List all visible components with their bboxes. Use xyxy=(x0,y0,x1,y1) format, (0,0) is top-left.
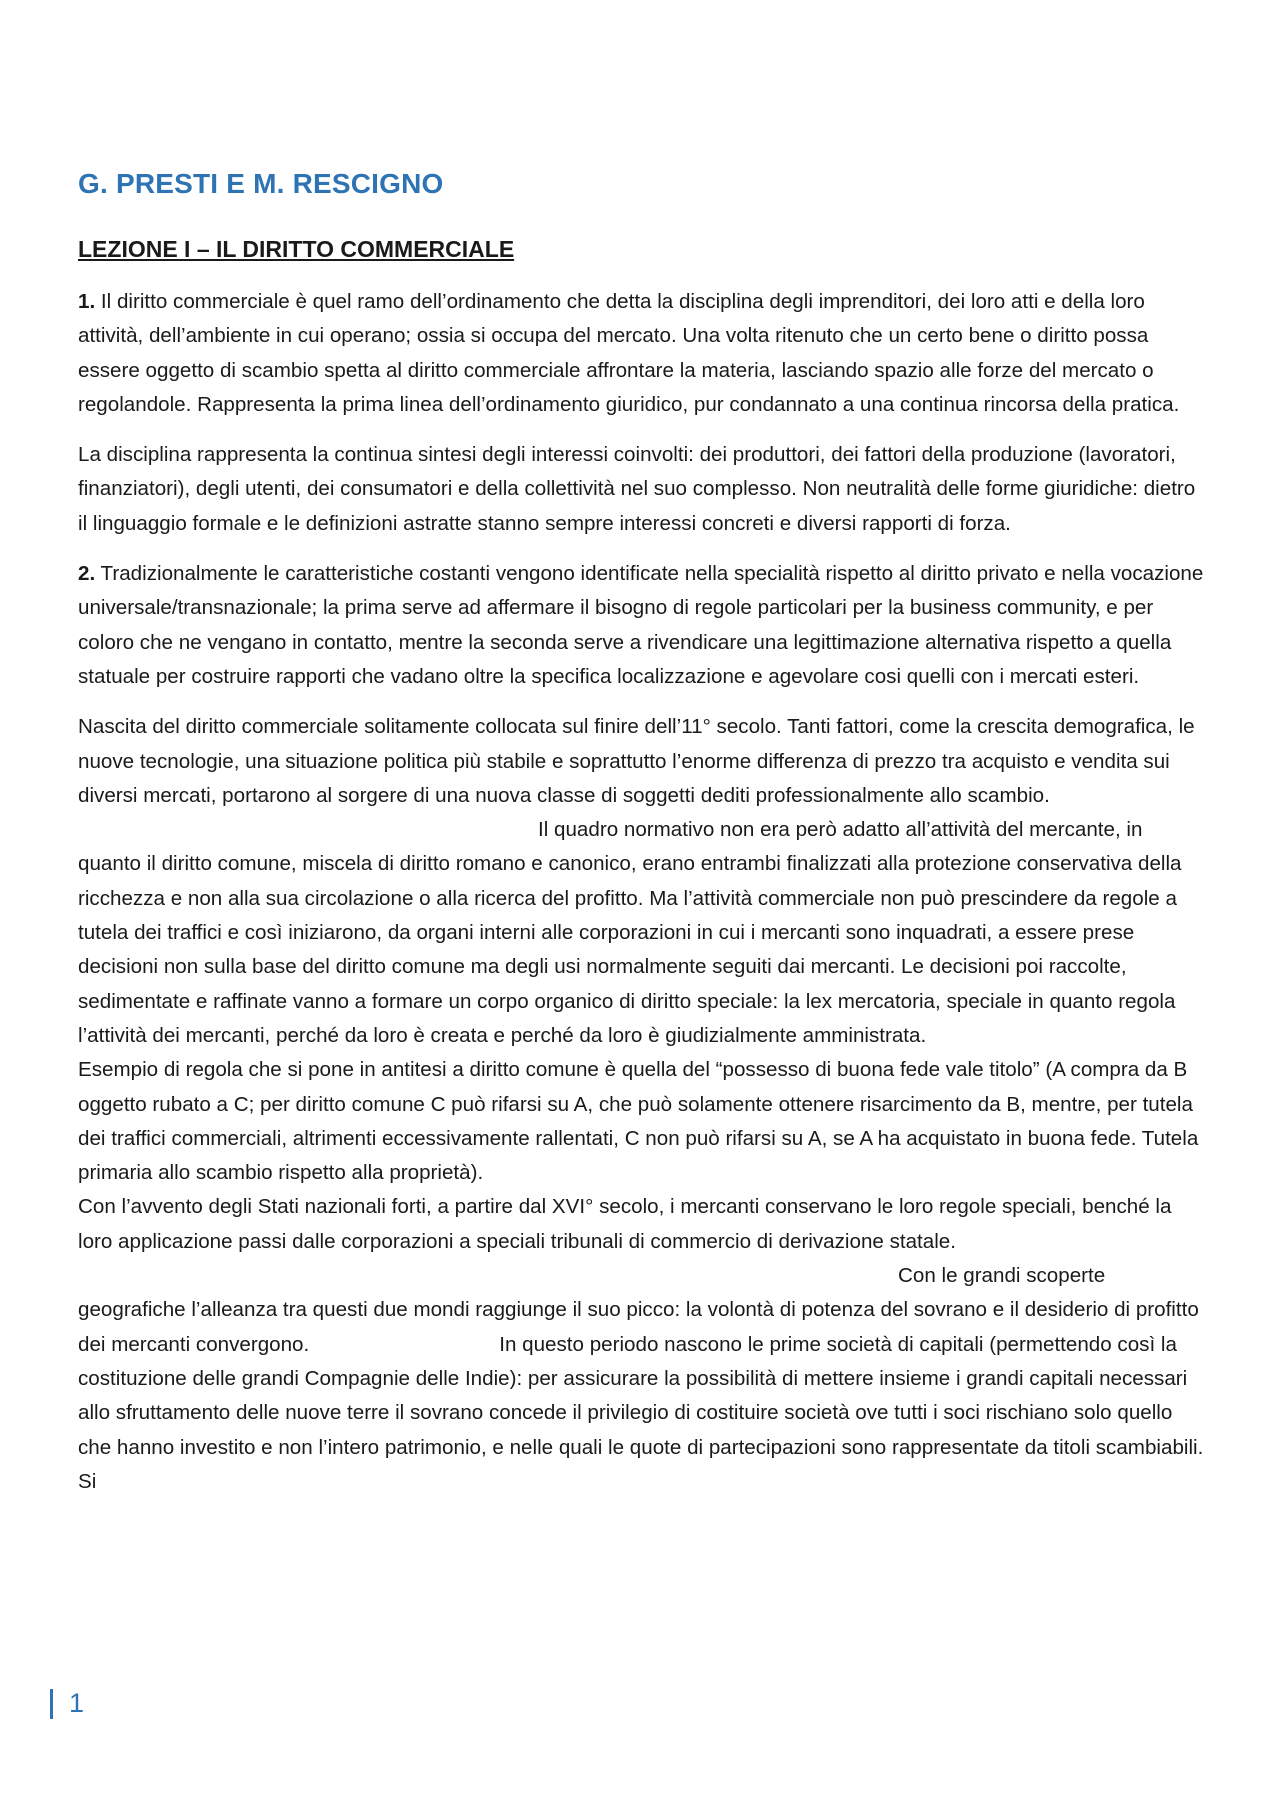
page-footer xyxy=(50,1688,84,1719)
section-1-text: Il diritto commerciale è quel ramo dell’ordinamento che detta la disciplina degli imprenditori, dei loro atti e della loro attività, dell’ambiente in cui operano; ossia si occupa del mercato. Una volta ritenuto che un certo bene o diritto possa essere oggetto di scambio spetta al diritto commerciale affrontare la materia, lasciando spazio alle forze del mercato o regolandole. Rappresenta la prima linea dell’ordinamento giuridico, pur condannato a una continua rincorsa della pratica. xyxy=(78,290,1180,416)
footer-accent-bar xyxy=(50,1689,53,1719)
paragraph-interests: La disciplina rappresenta la continua sintesi degli interessi coinvolti: dei produttori, dei fattori della produzione (lavoratori, finanziatori), degli utenti, dei consumatori e della collettività nel suo complesso. Non neutralità delle forme giuridiche: dietro il linguaggio formale e le definizioni astratte stanno sempre interessi concreti e diversi rapporti di forza. xyxy=(78,443,1196,535)
paragraph-national-states xyxy=(78,1190,1210,1499)
history-text-a: Nascita del diritto commerciale solitamente collocata sul finire dell’11° secolo. Tanti fattori, come la crescita demografica, le nuove tecnologie, una situazione politica più stabile e soprattutto l’enorme differenza di prezzo tra acquisto e vendita sui diversi mercati, portarono al sorgere di una nuova classe di soggetti dediti professionalmente allo scambio. xyxy=(78,715,1195,807)
states-text-a: Con l’avvento degli Stati nazionali forti, a partire dal XVI° secolo, i mercanti conservano le loro regole speciali, benché la loro applicazione passi dalle corporazioni a speciali tribunali di commercio di derivazione statale. xyxy=(78,1195,1172,1253)
lesson-title: LEZIONE I – IL DIRITTO COMMERCIALE xyxy=(78,236,515,262)
page-number: 1 xyxy=(69,1688,85,1718)
states-text-b: Con le grandi scoperte geografiche l’alleanza tra questi due mondi raggiunge il suo picco: la volontà di potenza del sovrano e il desiderio di profitto dei mercanti convergono. xyxy=(78,1264,1199,1356)
section-2-paragraph xyxy=(78,557,1210,694)
states-text-c: In questo periodo nascono le prime società di capitali (permettendo così la costituzione delle grandi Compagnie delle Indie): per assicurare la possibilità di mettere insieme i grandi capitali necessari allo sfruttamento delle nuove terre il sovrano concede il privilegio di costituire società ove tutti i soci rischiano solo quello che hanno investito e non l’intero patrimonio, e nelle quali le quote di partecipazioni sono rappresentate da titoli scambiabili. Si xyxy=(78,1332,1204,1493)
author-title: G. PRESTI E M. RESCIGNO xyxy=(78,168,444,199)
history-text-c: Esempio di regola che si pone in antitesi a diritto comune è quella del “possesso di buona fede vale titolo” (A compra da B oggetto rubato a C; per diritto comune C può rifarsi su A, che può solamente ottenere risarcimento da B, mentre, per tutela dei traffici commerciali, altrimenti eccessivamente rallentati, C non può rifarsi su A, se A ha acquistato in buona fede. Tutela primaria allo scambio rispetto alla proprietà). xyxy=(78,1058,1199,1185)
paragraph-history xyxy=(78,710,1210,1190)
section-2-text: Tradizionalmente le caratteristiche costanti vengono identificate nella specialità rispetto al diritto privato e nella vocazione universale/transnazionale; la prima serve ad affermare il bisogno di regole particolari per la business community, e per coloro che ne vengano in contatto, mentre la seconda serve a rivendicare una legittimazione alternativa rispetto a quella statuale per costruire rapporti che vadano oltre la specifica localizzazione e agevolare cosi quelli con i mercati esteri. xyxy=(78,562,1204,688)
section-1-number: 1. xyxy=(78,290,96,313)
section-1-paragraph xyxy=(78,285,1210,422)
history-text-b: Il quadro normativo non era però adatto all’attività del mercante, in quanto il diritto comune, miscela di diritto romano e canonico, erano entrambi finalizzati alla protezione conservativa della ricchezza e non alla sua circolazione o alla ricerca del profitto. Ma l’attività commerciale non può prescindere da regole a tutela dei traffici e così iniziarono, da organi interni alle corporazioni in cui i mercanti sono inquadrati, a essere prese decisioni non sulla base del diritto comune ma degli usi normalmente seguiti dai mercanti. Le decisioni poi raccolte, sedimentate e raffinate vanno a formare un corpo organico di diritto speciale: la lex mercatoria, speciale in quanto regola l’attività dei mercanti, perché da loro è creata e perché da loro è giudizialmente amministrata. xyxy=(78,818,1182,1047)
document-page xyxy=(78,168,1210,1499)
section-2-number: 2. xyxy=(78,562,96,586)
